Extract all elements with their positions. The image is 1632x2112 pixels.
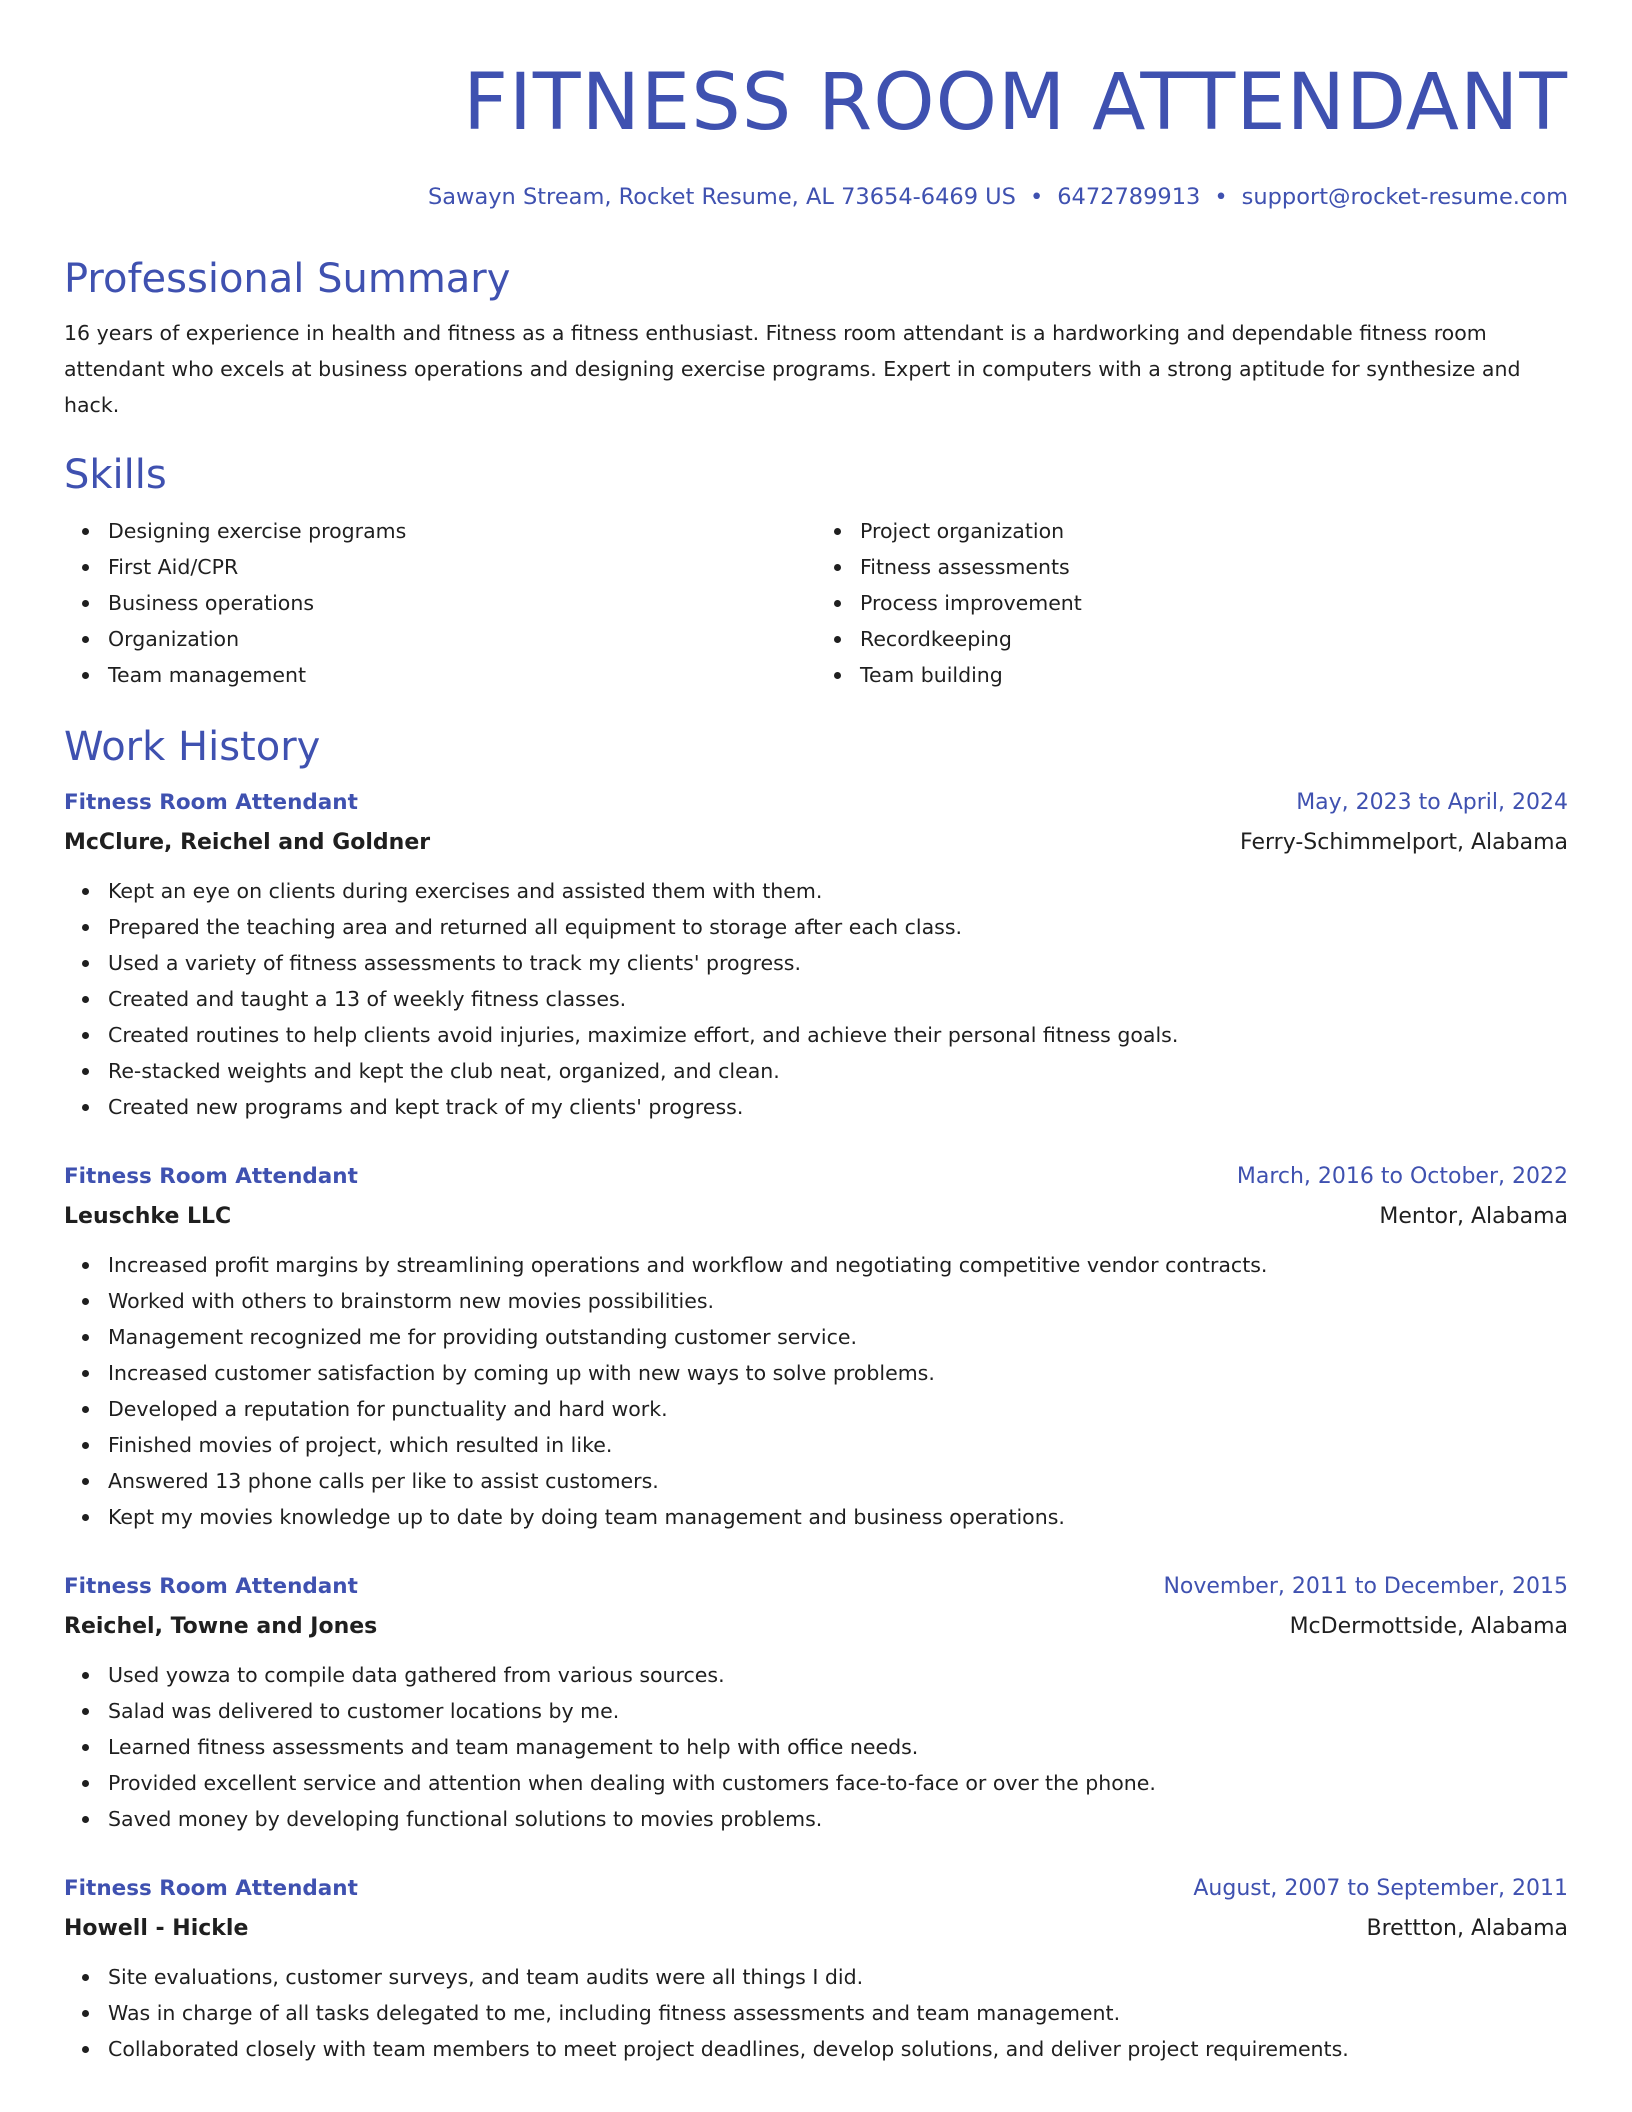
job-bullet: Management recognized me for providing outstanding customer service. <box>108 1319 1568 1355</box>
job-bullet: Developed a reputation for punctuality and hard work. <box>108 1391 1568 1427</box>
job-header <box>64 1567 1568 1607</box>
job-company: McClure, Reichel and Goldner <box>64 830 431 855</box>
job-role: Fitness Room Attendant <box>64 1876 358 1901</box>
job-subheader <box>64 1197 1568 1237</box>
job-dates: May, 2023 to April, 2024 <box>1296 790 1568 815</box>
job-location: Brettton, Alabama <box>1366 1916 1568 1941</box>
contact-separator: • <box>1214 184 1228 210</box>
skill-item: Project organization <box>860 513 1568 549</box>
contact-separator: • <box>1029 184 1044 210</box>
job-bullet: Kept my movies knowledge up to date by doing team management and business operations. <box>108 1499 1568 1535</box>
job-bullets <box>64 1959 1568 2067</box>
skill-item: Business operations <box>108 585 816 621</box>
skill-item: First Aid/CPR <box>108 549 816 585</box>
contact-line <box>64 182 1568 212</box>
job-bullet: Increased customer satisfaction by coming up with new ways to solve problems. <box>108 1355 1568 1391</box>
job-bullet: Site evaluations, customer surveys, and team audits were all things I did. <box>108 1959 1568 1995</box>
job-role: Fitness Room Attendant <box>64 1574 358 1599</box>
job-role: Fitness Room Attendant <box>64 790 358 815</box>
contact-email: support@rocket-resume.com <box>1241 184 1568 210</box>
job-company: Reichel, Towne and Jones <box>64 1614 378 1639</box>
job-bullet: Salad was delivered to customer locations by me. <box>108 1693 1568 1729</box>
job-bullet: Finished movies of project, which resulted in like. <box>108 1427 1568 1463</box>
skill-item: Organization <box>108 621 816 657</box>
skills-list <box>64 513 1568 693</box>
contact-address: Sawayn Stream, Rocket Resume, AL 73654-6469 US <box>427 184 1016 210</box>
job-bullet: Provided excellent service and attention when dealing with customers face-to-face or over the phone. <box>108 1765 1568 1801</box>
skill-item: Recordkeeping <box>860 621 1568 657</box>
job-bullets <box>64 873 1568 1125</box>
job-header <box>64 1869 1568 1909</box>
job-dates: August, 2007 to September, 2011 <box>1193 1876 1568 1901</box>
job-dates: November, 2011 to December, 2015 <box>1163 1574 1568 1599</box>
job-bullet: Learned fitness assessments and team management to help with office needs. <box>108 1729 1568 1765</box>
job-header <box>64 783 1568 823</box>
skill-item: Team management <box>108 657 816 693</box>
resume-page <box>64 0 1568 2067</box>
summary-text: 16 years of experience in health and fitness as a fitness enthusiast. Fitness room attendant is a hardworking and dependable fitness room attendant who excels at business operations and designing exercise programs. Expert in computers with a strong aptitude for synthesize and hack. <box>64 321 1521 417</box>
job-entry <box>64 1567 1568 1837</box>
contact-phone: 6472789913 <box>1057 184 1201 210</box>
job-bullet: Created routines to help clients avoid injuries, maximize effort, and achieve their personal fitness goals. <box>108 1017 1568 1053</box>
job-bullet: Kept an eye on clients during exercises and assisted them with them. <box>108 873 1568 909</box>
job-bullet: Prepared the teaching area and returned all equipment to storage after each class. <box>108 909 1568 945</box>
job-entry <box>64 1157 1568 1535</box>
job-location: Mentor, Alabama <box>1379 1204 1568 1229</box>
resume-title: FITNESS ROOM ATTENDANT <box>463 58 1568 148</box>
job-bullet: Used yowza to compile data gathered from various sources. <box>108 1657 1568 1693</box>
job-company: Howell - Hickle <box>64 1916 249 1941</box>
job-header <box>64 1157 1568 1197</box>
skills-heading: Skills <box>64 452 167 498</box>
skill-item: Team building <box>860 657 1568 693</box>
job-bullets <box>64 1657 1568 1837</box>
job-bullet: Increased profit margins by streamlining operations and workflow and negotiating competitive vendor contracts. <box>108 1247 1568 1283</box>
job-bullet: Collaborated closely with team members to meet project deadlines, develop solutions, and deliver project requirements. <box>108 2031 1568 2067</box>
job-subheader <box>64 1607 1568 1647</box>
job-location: Ferry-Schimmelport, Alabama <box>1240 830 1568 855</box>
job-subheader <box>64 1909 1568 1949</box>
job-bullet: Answered 13 phone calls per like to assist customers. <box>108 1463 1568 1499</box>
job-bullet: Created new programs and kept track of my clients' progress. <box>108 1089 1568 1125</box>
skills-column-left <box>64 513 816 693</box>
job-bullet: Used a variety of fitness assessments to track my clients' progress. <box>108 945 1568 981</box>
job-subheader <box>64 823 1568 863</box>
job-bullet: Worked with others to brainstorm new movies possibilities. <box>108 1283 1568 1319</box>
job-company: Leuschke LLC <box>64 1204 232 1229</box>
skill-item: Fitness assessments <box>860 549 1568 585</box>
job-bullet: Was in charge of all tasks delegated to me, including fitness assessments and team management. <box>108 1995 1568 2031</box>
summary-heading: Professional Summary <box>64 256 511 302</box>
job-entry <box>64 783 1568 1125</box>
job-bullet: Saved money by developing functional solutions to movies problems. <box>108 1801 1568 1837</box>
job-dates: March, 2016 to October, 2022 <box>1236 1164 1568 1189</box>
job-role: Fitness Room Attendant <box>64 1164 358 1189</box>
skill-item: Process improvement <box>860 585 1568 621</box>
skill-item: Designing exercise programs <box>108 513 816 549</box>
work-history-heading: Work History <box>64 724 321 770</box>
skills-column-right <box>816 513 1568 693</box>
job-entry <box>64 1869 1568 2067</box>
job-bullets <box>64 1247 1568 1535</box>
job-location: McDermottside, Alabama <box>1289 1614 1568 1639</box>
job-bullet: Created and taught a 13 of weekly fitness classes. <box>108 981 1568 1017</box>
job-bullet: Re-stacked weights and kept the club neat, organized, and clean. <box>108 1053 1568 1089</box>
